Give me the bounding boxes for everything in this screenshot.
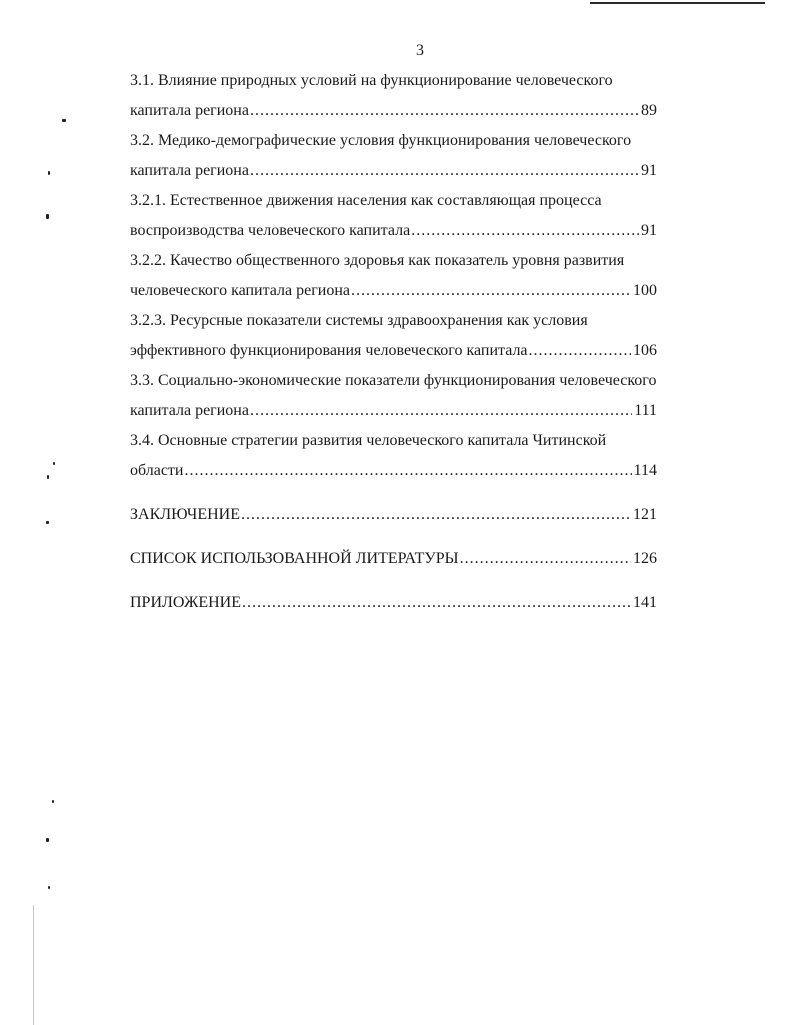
toc-entry-3-2 bbox=[130, 126, 657, 186]
scan-margin-line bbox=[33, 905, 34, 1025]
toc-section-conclusion bbox=[130, 500, 657, 530]
toc-entry-3-4 bbox=[130, 426, 657, 486]
toc-entry-3-2-1 bbox=[130, 186, 657, 246]
toc-entry-title-cont: капитала региона bbox=[130, 102, 249, 119]
toc-page-number: 141 bbox=[633, 594, 657, 611]
toc-entry-title-cont: области bbox=[130, 462, 184, 479]
toc-entry-title: 3.3. Социально-экономические показатели функционирования человеческого bbox=[130, 372, 657, 389]
toc-entry-leader-line bbox=[130, 456, 657, 486]
dot-leader bbox=[250, 156, 639, 186]
toc-page-number: 91 bbox=[641, 222, 657, 239]
scan-speck bbox=[48, 171, 50, 175]
toc-entry-title: 3.4. Основные стратегии развития человеческого капитала Читинской bbox=[130, 432, 607, 449]
spacer bbox=[130, 574, 657, 588]
toc-entry-title: 3.2. Медико-демографические условия функционирования человеческого bbox=[130, 132, 632, 149]
toc-page-number: 121 bbox=[633, 506, 657, 523]
dot-leader bbox=[529, 336, 631, 366]
toc-page-number: 100 bbox=[633, 282, 657, 299]
toc-entry-title-cont: воспроизводства человеческого капитала bbox=[130, 222, 411, 239]
toc-entry-title-cont: капитала региона bbox=[130, 402, 249, 419]
toc-section-references bbox=[130, 544, 657, 574]
toc-page-number: 91 bbox=[641, 162, 657, 179]
toc-page-number: 89 bbox=[641, 102, 657, 119]
toc-entry-3-1 bbox=[130, 66, 657, 126]
toc-entry-title-cont: капитала региона bbox=[130, 162, 249, 179]
scan-edge-mark bbox=[590, 2, 765, 4]
scan-speck bbox=[52, 800, 54, 803]
toc-entry-title: 3.2.1. Естественное движения населения как составляющая процесса bbox=[130, 192, 602, 209]
toc-page-number: 126 bbox=[633, 550, 657, 567]
dot-leader bbox=[250, 96, 639, 126]
toc-entry-title: 3.1. Влияние природных условий на функционирование человеческого bbox=[130, 72, 613, 89]
toc-entry-title-cont: человеческого капитала региона bbox=[130, 282, 351, 299]
toc-entry-title: 3.2.2. Качество общественного здоровья как показатель уровня развития bbox=[130, 252, 625, 269]
dot-leader bbox=[184, 456, 631, 486]
toc-entry-title: 3.2.3. Ресурсные показатели системы здравоохранения как условия bbox=[130, 312, 588, 329]
scan-speck bbox=[46, 214, 49, 219]
dot-leader bbox=[460, 544, 631, 574]
toc-section-title: ПРИЛОЖЕНИЕ bbox=[130, 594, 242, 611]
dot-leader bbox=[351, 276, 631, 306]
toc-entry-leader-line bbox=[130, 396, 657, 426]
toc-section-appendix bbox=[130, 588, 657, 618]
toc-page-number: 111 bbox=[634, 402, 657, 419]
toc-entry-3-2-2 bbox=[130, 246, 657, 306]
scan-speck bbox=[46, 521, 49, 524]
scan-speck bbox=[48, 886, 50, 889]
dot-leader bbox=[242, 588, 631, 618]
toc-page-number: 106 bbox=[633, 342, 657, 359]
toc-entry-leader-line bbox=[130, 276, 657, 306]
scan-speck bbox=[46, 838, 49, 842]
toc-entry-leader-line bbox=[130, 96, 657, 126]
table-of-contents bbox=[130, 66, 657, 618]
scan-speck bbox=[62, 119, 66, 122]
scan-speck bbox=[47, 475, 49, 479]
page-number: 3 bbox=[416, 42, 424, 59]
dot-leader bbox=[250, 396, 632, 426]
toc-entry-3-2-3 bbox=[130, 306, 657, 366]
dot-leader bbox=[241, 500, 631, 530]
toc-entry-leader-line bbox=[130, 336, 657, 366]
toc-page-number: 114 bbox=[633, 462, 657, 479]
toc-entry-leader-line bbox=[130, 156, 657, 186]
toc-entry-title-cont: эффективного функционирования человеческого капитала bbox=[130, 342, 528, 359]
toc-section-title: ЗАКЛЮЧЕНИЕ bbox=[130, 506, 240, 523]
dot-leader bbox=[411, 216, 639, 246]
spacer bbox=[130, 486, 657, 500]
toc-section-title: СПИСОК ИСПОЛЬЗОВАННОЙ ЛИТЕРАТУРЫ bbox=[130, 550, 459, 567]
toc-entry-3-3 bbox=[130, 366, 657, 426]
scan-speck bbox=[53, 462, 55, 465]
spacer bbox=[130, 530, 657, 544]
toc-entry-leader-line bbox=[130, 216, 657, 246]
